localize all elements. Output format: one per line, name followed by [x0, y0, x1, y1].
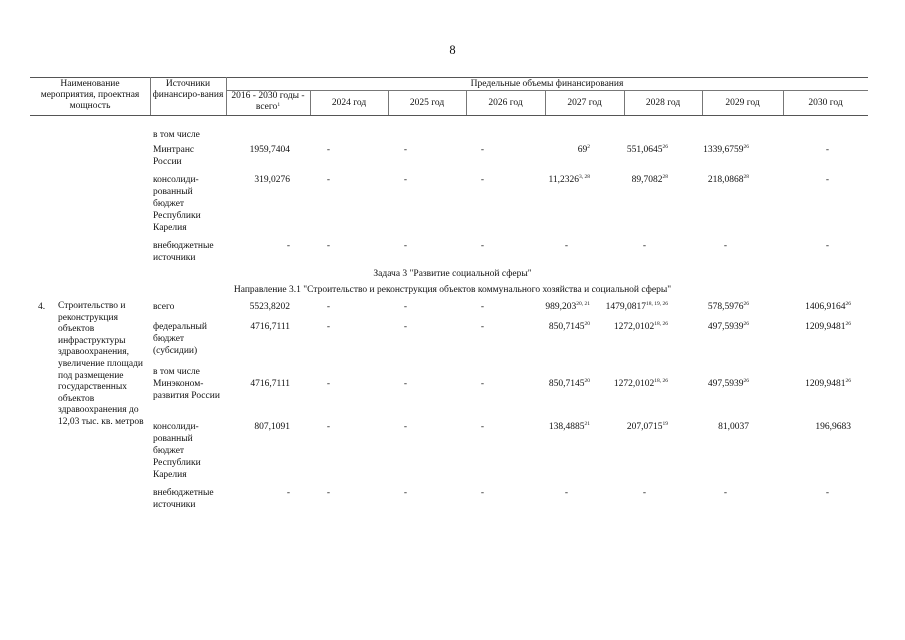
- total-value: -: [286, 488, 290, 498]
- year-value: 1272,0102$^{18, 26}$: [613, 321, 668, 332]
- header-col-name: Наименование мероприятия, проектная мощность: [40, 79, 140, 111]
- source-label: внебюджетные источники: [153, 241, 214, 263]
- source-label: Минтранс России: [153, 145, 195, 167]
- header-year: 2028 год: [645, 98, 681, 108]
- year-value: -: [403, 145, 407, 155]
- total-value: 5523,8202: [249, 302, 290, 312]
- direction-heading: Направление 3.1 "Строительство и реконструкция объектов коммунального хозяйства и социальной сферы": [233, 285, 672, 295]
- year-value: -: [723, 241, 727, 251]
- year-value: -: [326, 302, 330, 312]
- year-value: -: [480, 322, 484, 332]
- total-value: 4716,7111: [250, 322, 290, 332]
- year-value: -: [326, 379, 330, 389]
- year-value: 497,5939$^{26}$: [707, 321, 749, 332]
- total-value: 319,0276: [254, 175, 290, 185]
- source-label: консолиди-рованный бюджет Республики Карелия: [153, 422, 201, 480]
- year-value: 218,0868$^{28}$: [707, 174, 749, 185]
- year-value: 138,4885$^{21}$: [548, 421, 590, 432]
- task-heading: Задача 3 "Развитие социальной сферы": [373, 269, 532, 279]
- header-year: 2025 год: [409, 98, 445, 108]
- year-value: -: [403, 175, 407, 185]
- year-value: 1209,9481$^{26}$: [805, 321, 851, 332]
- year-value: -: [480, 488, 484, 498]
- page-number: 8: [449, 43, 456, 57]
- year-value: 551,0645$^{26}$: [626, 144, 668, 155]
- source-label: консолиди-рованный бюджет Республики Карелия: [153, 175, 201, 233]
- year-value: -: [326, 422, 330, 432]
- incl-label: в том числе: [153, 367, 200, 377]
- incl-label: в том числе: [153, 130, 200, 140]
- source-label: федеральный бюджет (субсидии): [153, 322, 207, 356]
- year-value: -: [642, 241, 646, 251]
- year-value: -: [480, 379, 484, 389]
- year-value: -: [326, 322, 330, 332]
- year-value: -: [480, 175, 484, 185]
- year-value: -: [825, 175, 829, 185]
- year-value: 207,0715$^{19}$: [626, 421, 668, 432]
- year-value: -: [403, 241, 407, 251]
- year-value: -: [403, 422, 407, 432]
- year-value: -: [326, 175, 330, 185]
- year-value: -: [480, 302, 484, 312]
- item-name: Строительство и реконструкция объектов инфраструктуры здравоохранения, увеличение площади под размещение государственных объектов здравоохранения до 12,03 тыс. кв. метров: [58, 301, 144, 427]
- year-value: 497,5939$^{26}$: [707, 378, 749, 389]
- year-value: -: [403, 302, 407, 312]
- year-value: 1339,6759$^{26}$: [703, 144, 749, 155]
- total-value: 4716,7111: [250, 379, 290, 389]
- header-col-source: Источники финансиро-вания: [152, 79, 224, 100]
- item-number: 4.: [38, 302, 46, 312]
- year-value: 1209,9481$^{26}$: [805, 378, 851, 389]
- year-value: -: [403, 322, 407, 332]
- year-value: 1406,9164$^{26}$: [805, 301, 851, 312]
- source-label: внебюджетные источники: [153, 488, 214, 510]
- header-year: 2029 год: [725, 98, 760, 108]
- header-total: 2016 - 2030 годы - всего$^1$: [231, 91, 305, 112]
- year-value: 1272,0102$^{18, 26}$: [613, 378, 668, 389]
- year-value: 850,7145$^{20}$: [548, 321, 590, 332]
- year-value: 578,5976$^{26}$: [707, 301, 749, 312]
- year-value: -: [480, 145, 484, 155]
- col-divider: [150, 77, 151, 115]
- year-value: -: [564, 488, 568, 498]
- year-value: $69^2$: [577, 144, 590, 155]
- year-value: -: [825, 145, 829, 155]
- header-group: Предельные объемы финансирования: [470, 79, 624, 89]
- total-value: -: [286, 241, 290, 251]
- table-header-divider: [226, 90, 868, 91]
- year-value: 850,7145$^{20}$: [548, 378, 590, 389]
- year-value: 81,0037: [718, 422, 749, 432]
- year-value: 11,2326$^{3, 28}$: [548, 174, 590, 185]
- header-year: 2027 год: [567, 98, 602, 108]
- year-value: -: [825, 488, 829, 498]
- header-year: 2024 год: [331, 98, 367, 108]
- source-label: Минэконом-развития России: [153, 379, 220, 401]
- year-value: -: [564, 241, 568, 251]
- year-value: -: [403, 488, 407, 498]
- year-value: -: [326, 241, 330, 251]
- year-value: -: [326, 488, 330, 498]
- year-value: -: [480, 241, 484, 251]
- table-top-rule: [30, 77, 868, 78]
- total-value: 807,1091: [254, 422, 290, 432]
- total-value: 1959,7404: [249, 145, 290, 155]
- header-year: 2026 год: [488, 98, 523, 108]
- year-value: -: [825, 241, 829, 251]
- source-label: всего: [153, 302, 175, 312]
- header-year: 2030 год: [808, 98, 843, 108]
- year-value: -: [642, 488, 646, 498]
- year-value: 89,7082$^{28}$: [631, 174, 668, 185]
- year-value: -: [723, 488, 727, 498]
- table-header-bottom-rule: [30, 115, 868, 116]
- year-value: -: [480, 422, 484, 432]
- year-value: 1479,0817$^{18, 19, 26}$: [605, 301, 668, 312]
- year-value: -: [403, 379, 407, 389]
- year-value: 989,203$^{20, 21}$: [545, 301, 590, 312]
- year-value: -: [326, 145, 330, 155]
- year-value: 196,9683: [815, 422, 851, 432]
